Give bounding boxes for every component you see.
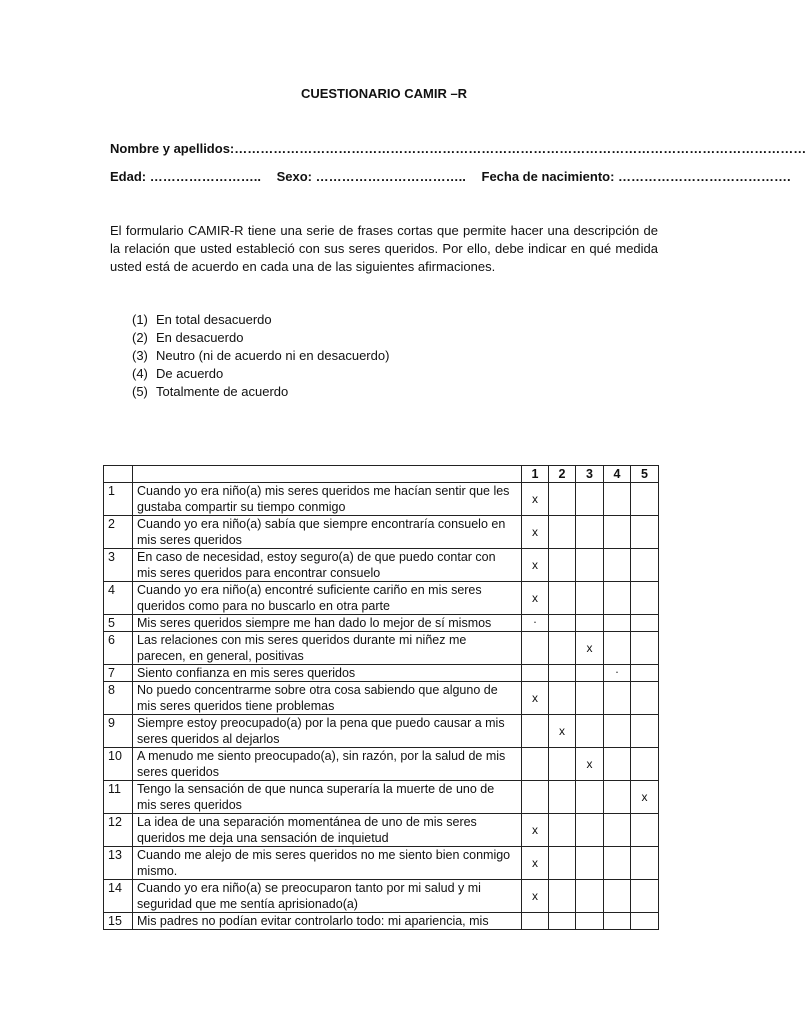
table-row — [104, 483, 659, 516]
scale-item-label: En desacuerdo — [156, 330, 244, 345]
answer-cell-option-2[interactable] — [549, 781, 576, 814]
item-number: 14 — [104, 880, 133, 913]
answer-cell-option-3[interactable] — [576, 781, 604, 814]
item-number: 9 — [104, 715, 133, 748]
scale-item-number: (4) — [132, 366, 148, 381]
age-label: Edad: — [110, 169, 147, 184]
table-row — [104, 913, 659, 930]
answer-cell-option-3[interactable] — [576, 847, 604, 880]
item-statement: Cuando yo era niño(a) encontré suficiente cariño en mis seres queridos como para no buscarlo en otra parte — [133, 582, 522, 615]
document-title: CUESTIONARIO CAMIR –R — [300, 86, 468, 101]
answer-cell-option-2[interactable] — [549, 814, 576, 847]
answer-cell-option-4[interactable] — [604, 582, 631, 615]
header-option-2: 2 — [549, 466, 576, 483]
scale-item-number: (2) — [132, 330, 148, 345]
answer-cell-option-4[interactable] — [604, 814, 631, 847]
intro-paragraph: El formulario CAMIR-R tiene una serie de frases cortas que permite hacer una descripción de la relación que usted estableció con sus seres queridos. Por ello, debe indicar en qué medida usted está de acuerdo en cada una de las siguientes afirmaciones. — [110, 223, 658, 274]
scale-item — [132, 347, 389, 365]
item-number: 1 — [104, 483, 133, 516]
name-field-line — [110, 141, 806, 156]
answer-cell-option-1[interactable] — [522, 632, 549, 665]
table-row — [104, 516, 659, 549]
questionnaire-table — [103, 465, 659, 930]
answer-cell-option-4[interactable] — [604, 483, 631, 516]
item-number: 8 — [104, 682, 133, 715]
name-blank: …………………………………………………………………………………………………………………… — [234, 141, 806, 156]
answer-cell-option-1[interactable] — [522, 781, 549, 814]
answer-cell-option-4[interactable] — [604, 615, 631, 632]
answer-cell-option-1[interactable] — [522, 715, 549, 748]
answer-cell-option-2[interactable] — [549, 913, 576, 930]
info-field-line — [110, 169, 791, 184]
answer-cell-option-3[interactable] — [576, 483, 604, 516]
answer-cell-option-1[interactable]: x — [522, 483, 549, 516]
table-row — [104, 665, 659, 682]
item-statement: Siempre estoy preocupado(a) por la pena que puedo causar a mis seres queridos al dejarlos — [133, 715, 522, 748]
table-row — [104, 715, 659, 748]
sex-blank: …………………………….. — [315, 169, 466, 184]
header-statement-cell — [133, 466, 522, 483]
item-statement: Mis seres queridos siempre me han dado lo mejor de sí mismos — [133, 615, 522, 632]
item-number: 6 — [104, 632, 133, 665]
answer-cell-option-2[interactable] — [549, 880, 576, 913]
answer-cell-option-2[interactable] — [549, 632, 576, 665]
table-row — [104, 615, 659, 632]
age-blank: …………………….. — [149, 169, 261, 184]
answer-cell-option-2[interactable] — [549, 748, 576, 781]
answer-cell-option-3[interactable] — [576, 665, 604, 682]
item-number: 12 — [104, 814, 133, 847]
item-statement: Tengo la sensación de que nunca superaría la muerte de uno de mis seres queridos — [133, 781, 522, 814]
answer-cell-option-5[interactable] — [631, 632, 659, 665]
answer-cell-option-2[interactable] — [549, 847, 576, 880]
answer-cell-option-2[interactable] — [549, 615, 576, 632]
table-row — [104, 632, 659, 665]
answer-cell-option-5[interactable] — [631, 748, 659, 781]
answer-cell-option-2[interactable] — [549, 582, 576, 615]
answer-cell-option-2[interactable] — [549, 682, 576, 715]
header-number-cell — [104, 466, 133, 483]
item-statement: Cuando yo era niño(a) se preocuparon tanto por mi salud y mi seguridad que me sentía aprisionado(a) — [133, 880, 522, 913]
item-statement: Las relaciones con mis seres queridos durante mi niñez me parecen, en general, positivas — [133, 632, 522, 665]
answer-cell-option-5[interactable] — [631, 516, 659, 549]
answer-cell-option-2[interactable] — [549, 516, 576, 549]
answer-cell-option-5[interactable] — [631, 715, 659, 748]
answer-cell-option-4[interactable] — [604, 913, 631, 930]
scale-item — [132, 365, 389, 383]
item-statement: La idea de una separación momentánea de uno de mis seres queridos me deja una sensación de inquietud — [133, 814, 522, 847]
table-row — [104, 748, 659, 781]
item-number: 3 — [104, 549, 133, 582]
scale-item-label: Totalmente de acuerdo — [156, 384, 289, 399]
answer-cell-option-5[interactable] — [631, 615, 659, 632]
answer-cell-option-1[interactable]: x — [522, 880, 549, 913]
answer-cell-option-3[interactable] — [576, 814, 604, 847]
item-statement: Siento confianza en mis seres queridos — [133, 665, 522, 682]
answer-cell-option-1[interactable]: x — [522, 549, 549, 582]
scale-item-number: (5) — [132, 384, 148, 399]
table-row — [104, 549, 659, 582]
answer-cell-option-1[interactable] — [522, 665, 549, 682]
birthdate-label: Fecha de nacimiento: — [481, 169, 615, 184]
answer-cell-option-1[interactable]: x — [522, 516, 549, 549]
answer-cell-option-5[interactable] — [631, 880, 659, 913]
answer-cell-option-3[interactable] — [576, 682, 604, 715]
answer-cell-option-1[interactable]: x — [522, 814, 549, 847]
answer-cell-option-5[interactable] — [631, 682, 659, 715]
answer-cell-option-5[interactable] — [631, 665, 659, 682]
item-number: 4 — [104, 582, 133, 615]
item-number: 5 — [104, 615, 133, 632]
answer-cell-option-3[interactable] — [576, 582, 604, 615]
response-scale-list — [132, 311, 389, 401]
answer-cell-option-3[interactable] — [576, 913, 604, 930]
answer-cell-option-5[interactable]: x — [631, 781, 659, 814]
answer-cell-option-2[interactable]: x — [549, 715, 576, 748]
answer-cell-option-4[interactable]: • — [604, 665, 631, 682]
answer-cell-option-5[interactable] — [631, 847, 659, 880]
answer-cell-option-4[interactable] — [604, 632, 631, 665]
scale-item-label: De acuerdo — [156, 366, 224, 381]
answer-cell-option-3[interactable] — [576, 615, 604, 632]
answer-cell-option-1[interactable]: x — [522, 582, 549, 615]
scale-item-number: (1) — [132, 312, 148, 327]
name-label: Nombre y apellidos: — [110, 141, 235, 156]
answer-cell-option-4[interactable] — [604, 715, 631, 748]
scale-item-number: (3) — [132, 348, 148, 363]
answer-cell-option-2[interactable] — [549, 665, 576, 682]
answer-cell-option-3[interactable] — [576, 880, 604, 913]
answer-cell-option-3[interactable] — [576, 549, 604, 582]
answer-cell-option-5[interactable] — [631, 483, 659, 516]
header-option-1: 1 — [522, 466, 549, 483]
answer-cell-option-1[interactable]: x — [522, 682, 549, 715]
table-row — [104, 847, 659, 880]
item-number: 11 — [104, 781, 133, 814]
table-row — [104, 682, 659, 715]
item-number: 10 — [104, 748, 133, 781]
table-row — [104, 814, 659, 847]
item-number: 2 — [104, 516, 133, 549]
scale-item-label: Neutro (ni de acuerdo ni en desacuerdo) — [156, 348, 390, 363]
item-statement: Cuando me alejo de mis seres queridos no me siento bien conmigo mismo. — [133, 847, 522, 880]
answer-cell-option-4[interactable] — [604, 682, 631, 715]
item-number: 13 — [104, 847, 133, 880]
answer-cell-option-3[interactable] — [576, 715, 604, 748]
answer-cell-option-1[interactable] — [522, 748, 549, 781]
table-row — [104, 781, 659, 814]
answer-cell-option-4[interactable] — [604, 516, 631, 549]
birthdate-blank: …………………………………. — [618, 169, 791, 184]
item-statement: Mis padres no podían evitar controlarlo todo: mi apariencia, mis — [133, 913, 522, 930]
scale-item — [132, 311, 389, 329]
answer-cell-option-1[interactable] — [522, 913, 549, 930]
item-statement: A menudo me siento preocupado(a), sin razón, por la salud de mis seres queridos — [133, 748, 522, 781]
item-statement: En caso de necesidad, estoy seguro(a) de que puedo contar con mis seres queridos para encontrar consuelo — [133, 549, 522, 582]
answer-cell-option-4[interactable] — [604, 781, 631, 814]
answer-cell-option-4[interactable] — [604, 549, 631, 582]
answer-cell-option-4[interactable] — [604, 748, 631, 781]
sex-label: Sexo: — [276, 169, 313, 184]
answer-cell-option-5[interactable] — [631, 582, 659, 615]
scale-item-label: En total desacuerdo — [156, 312, 272, 327]
scale-item — [132, 329, 389, 347]
item-statement: Cuando yo era niño(a) sabía que siempre encontraría consuelo en mis seres queridos — [133, 516, 522, 549]
scale-item — [132, 383, 389, 401]
answer-cell-option-2[interactable] — [549, 483, 576, 516]
table-row — [104, 880, 659, 913]
answer-cell-option-5[interactable] — [631, 814, 659, 847]
item-number: 15 — [104, 913, 133, 930]
header-option-4: 4 — [604, 466, 631, 483]
answer-cell-option-3[interactable]: x — [576, 632, 604, 665]
header-option-5: 5 — [631, 466, 659, 483]
answer-cell-option-5[interactable] — [631, 549, 659, 582]
answer-cell-option-1[interactable]: • — [522, 615, 549, 632]
answer-cell-option-4[interactable] — [604, 847, 631, 880]
item-number: 7 — [104, 665, 133, 682]
answer-cell-option-3[interactable]: x — [576, 748, 604, 781]
header-option-3: 3 — [576, 466, 604, 483]
answer-cell-option-4[interactable] — [604, 880, 631, 913]
answer-cell-option-1[interactable]: x — [522, 847, 549, 880]
answer-cell-option-3[interactable] — [576, 516, 604, 549]
table-header-row — [104, 466, 659, 483]
answer-cell-option-2[interactable] — [549, 549, 576, 582]
answer-cell-option-5[interactable] — [631, 913, 659, 930]
table-row — [104, 582, 659, 615]
item-statement: No puedo concentrarme sobre otra cosa sabiendo que alguno de mis seres queridos tiene problemas — [133, 682, 522, 715]
item-statement: Cuando yo era niño(a) mis seres queridos me hacían sentir que les gustaba compartir su tiempo conmigo — [133, 483, 522, 516]
